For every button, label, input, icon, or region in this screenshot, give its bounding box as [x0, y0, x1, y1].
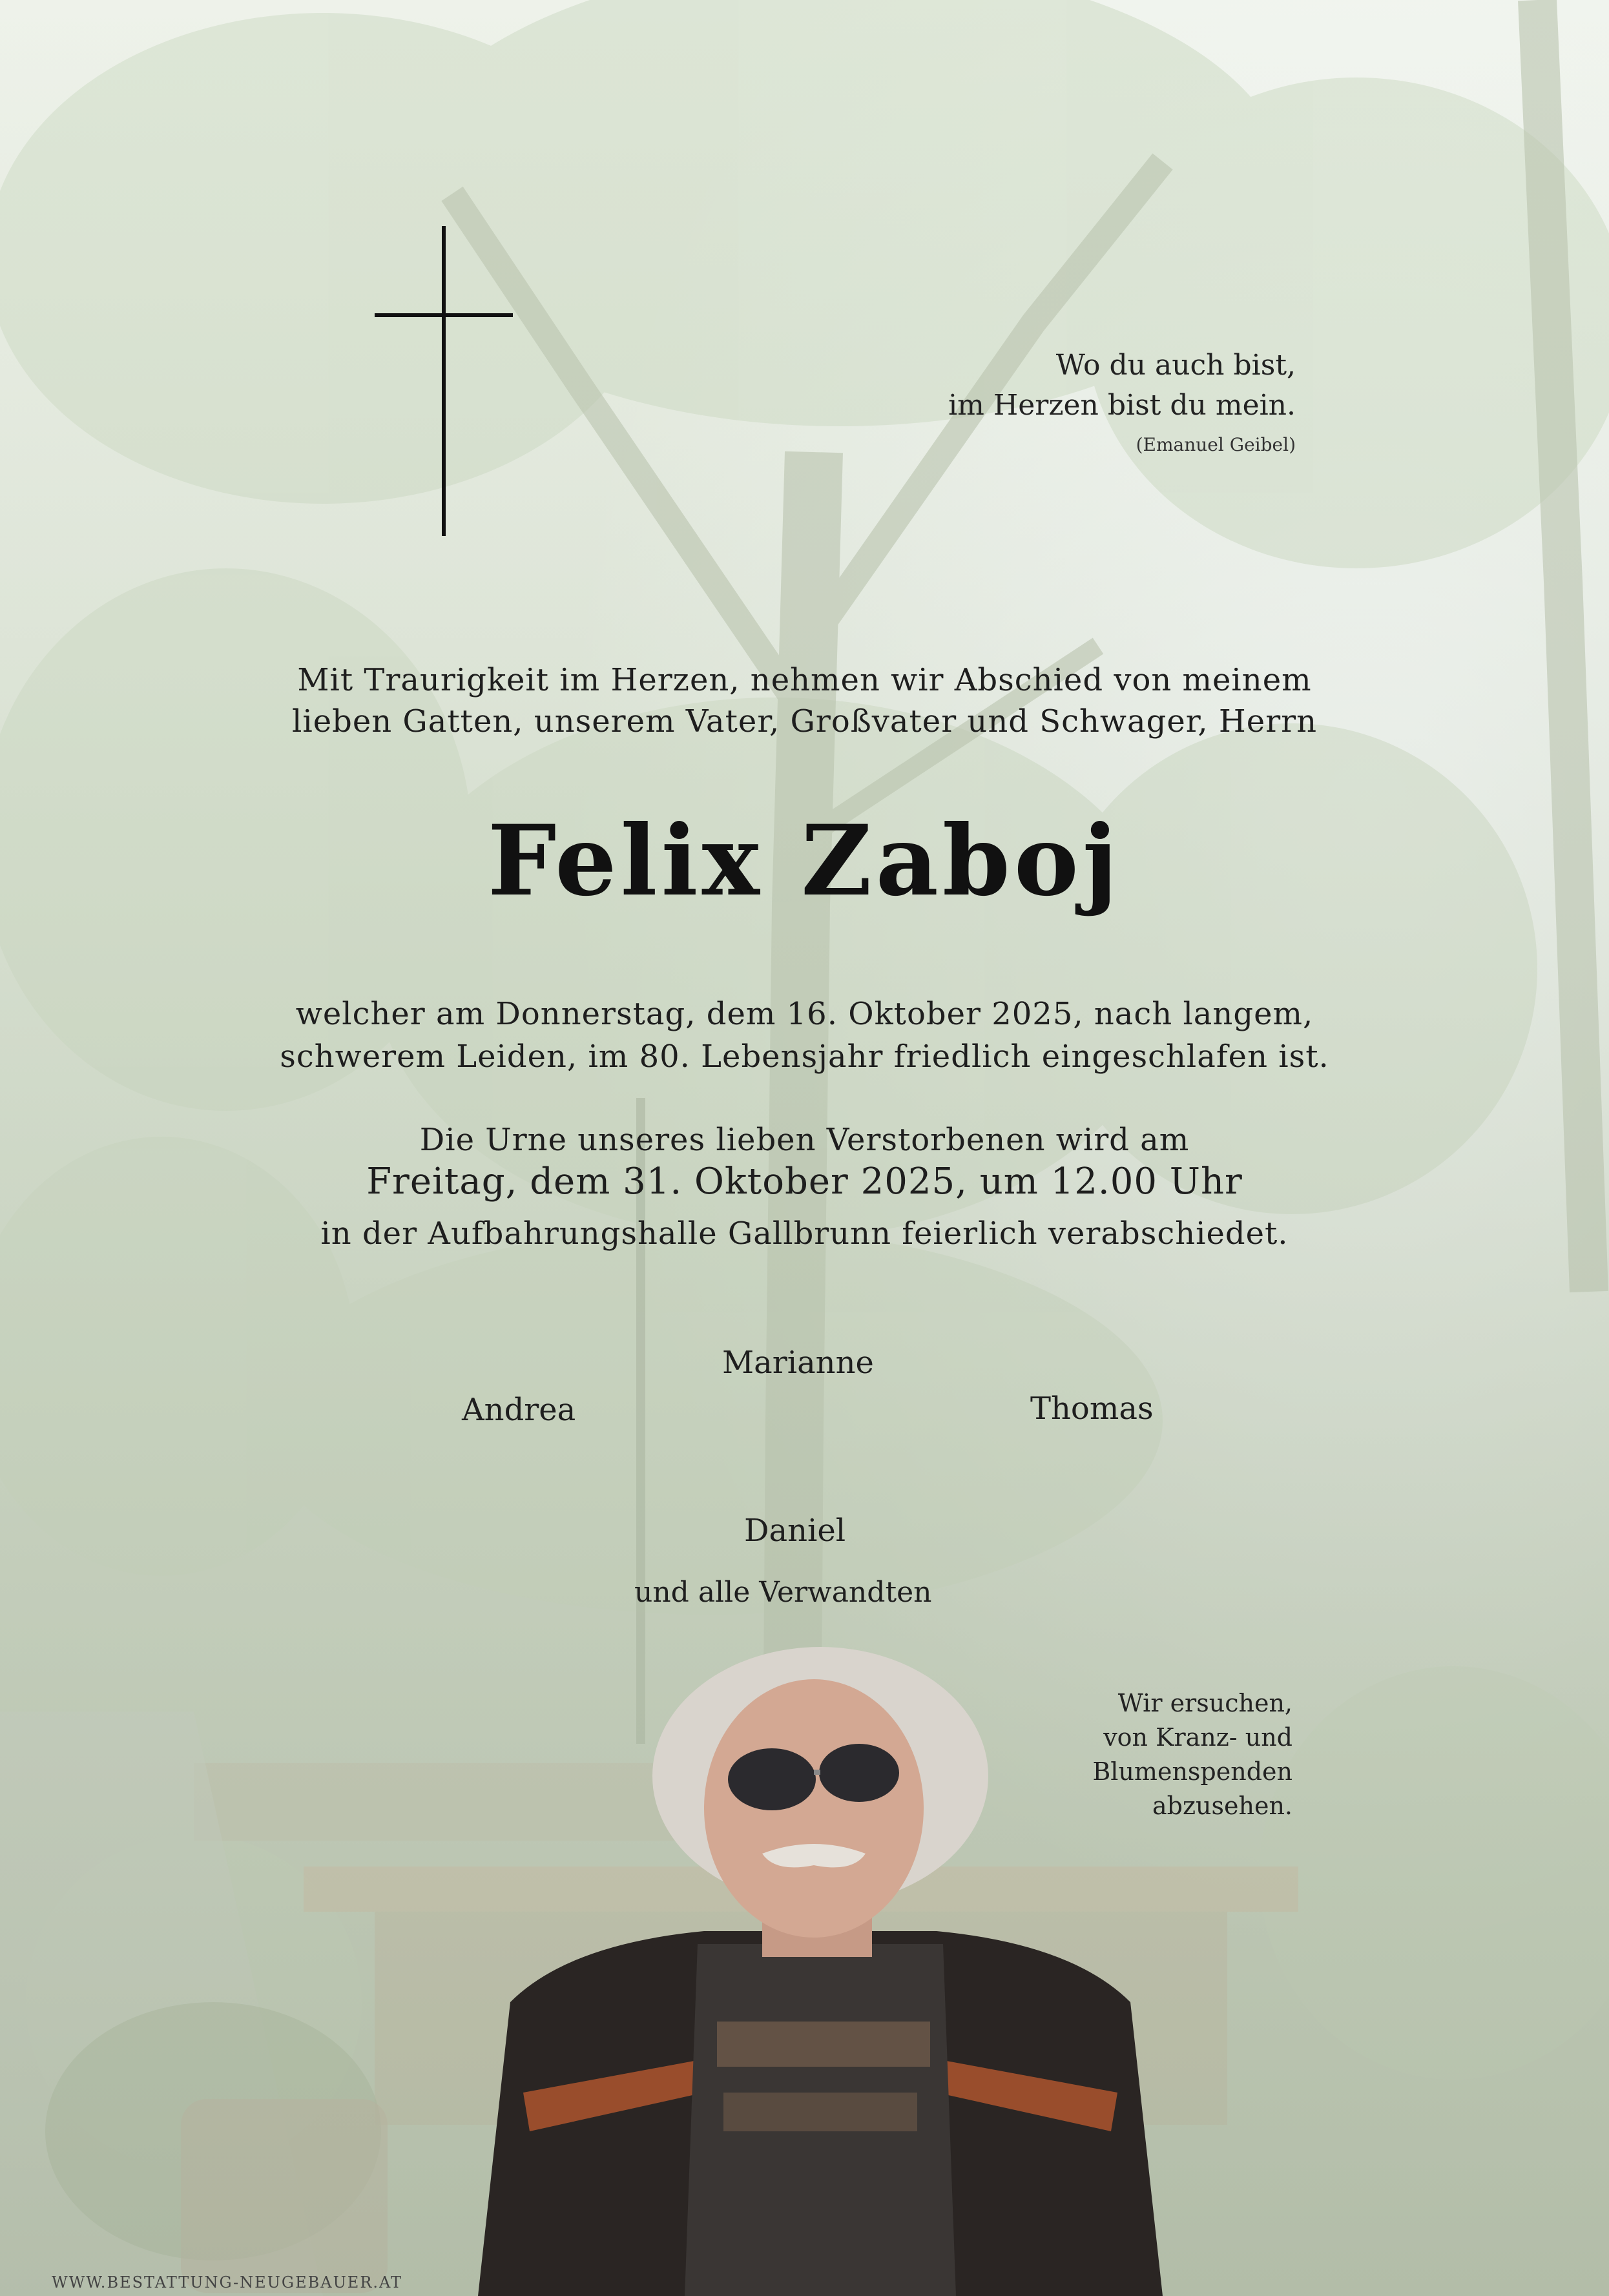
request-line-4: abzusehen. [1152, 1792, 1292, 1820]
ceremony-line-1: Die Urne unseres lieben Verstorbenen wird am [419, 1122, 1190, 1158]
mourner-grandchild: Daniel [744, 1513, 846, 1549]
quote-source: (Emanuel Geibel) [1136, 434, 1296, 455]
footer-url[interactable]: WWW.BESTATTUNG-NEUGEBAUER.AT [52, 2273, 403, 2291]
deceased-name: Felix Zaboj [487, 804, 1122, 918]
ceremony-line-3: in der Aufbahrungshalle Gallbrunn feierlich verabschiedet. [320, 1215, 1289, 1252]
mourner-child-left: Andrea [462, 1392, 576, 1428]
death-line-2: schwerem Leiden, im 80. Lebensjahr friedlich eingeschlafen ist. [280, 1039, 1329, 1075]
mourner-child-right: Thomas [1030, 1391, 1154, 1427]
quote-line-2: im Herzen bist du mein. [948, 389, 1296, 422]
cross-icon [375, 226, 517, 536]
death-line-1: welcher am Donnerstag, dem 16. Oktober 2025, nach langem, [295, 996, 1314, 1032]
ceremony-date-time: Freitag, dem 31. Oktober 2025, um 12.00 Uhr [366, 1161, 1243, 1203]
request-line-2: von Kranz- und [1103, 1723, 1292, 1752]
intro-line-1: Mit Traurigkeit im Herzen, nehmen wir Abschied von meinem [297, 662, 1312, 698]
request-line-3: Blumenspenden [1092, 1757, 1292, 1786]
intro-line-2: lieben Gatten, unserem Vater, Großvater und Schwager, Herrn [291, 703, 1317, 739]
request-line-1: Wir ersuchen, [1117, 1689, 1292, 1717]
quote-line-1: Wo du auch bist, [1055, 349, 1296, 382]
mourner-relatives: und alle Verwandten [634, 1576, 932, 1609]
portrait-photo [400, 1640, 1240, 2296]
mourner-spouse: Marianne [722, 1345, 874, 1381]
